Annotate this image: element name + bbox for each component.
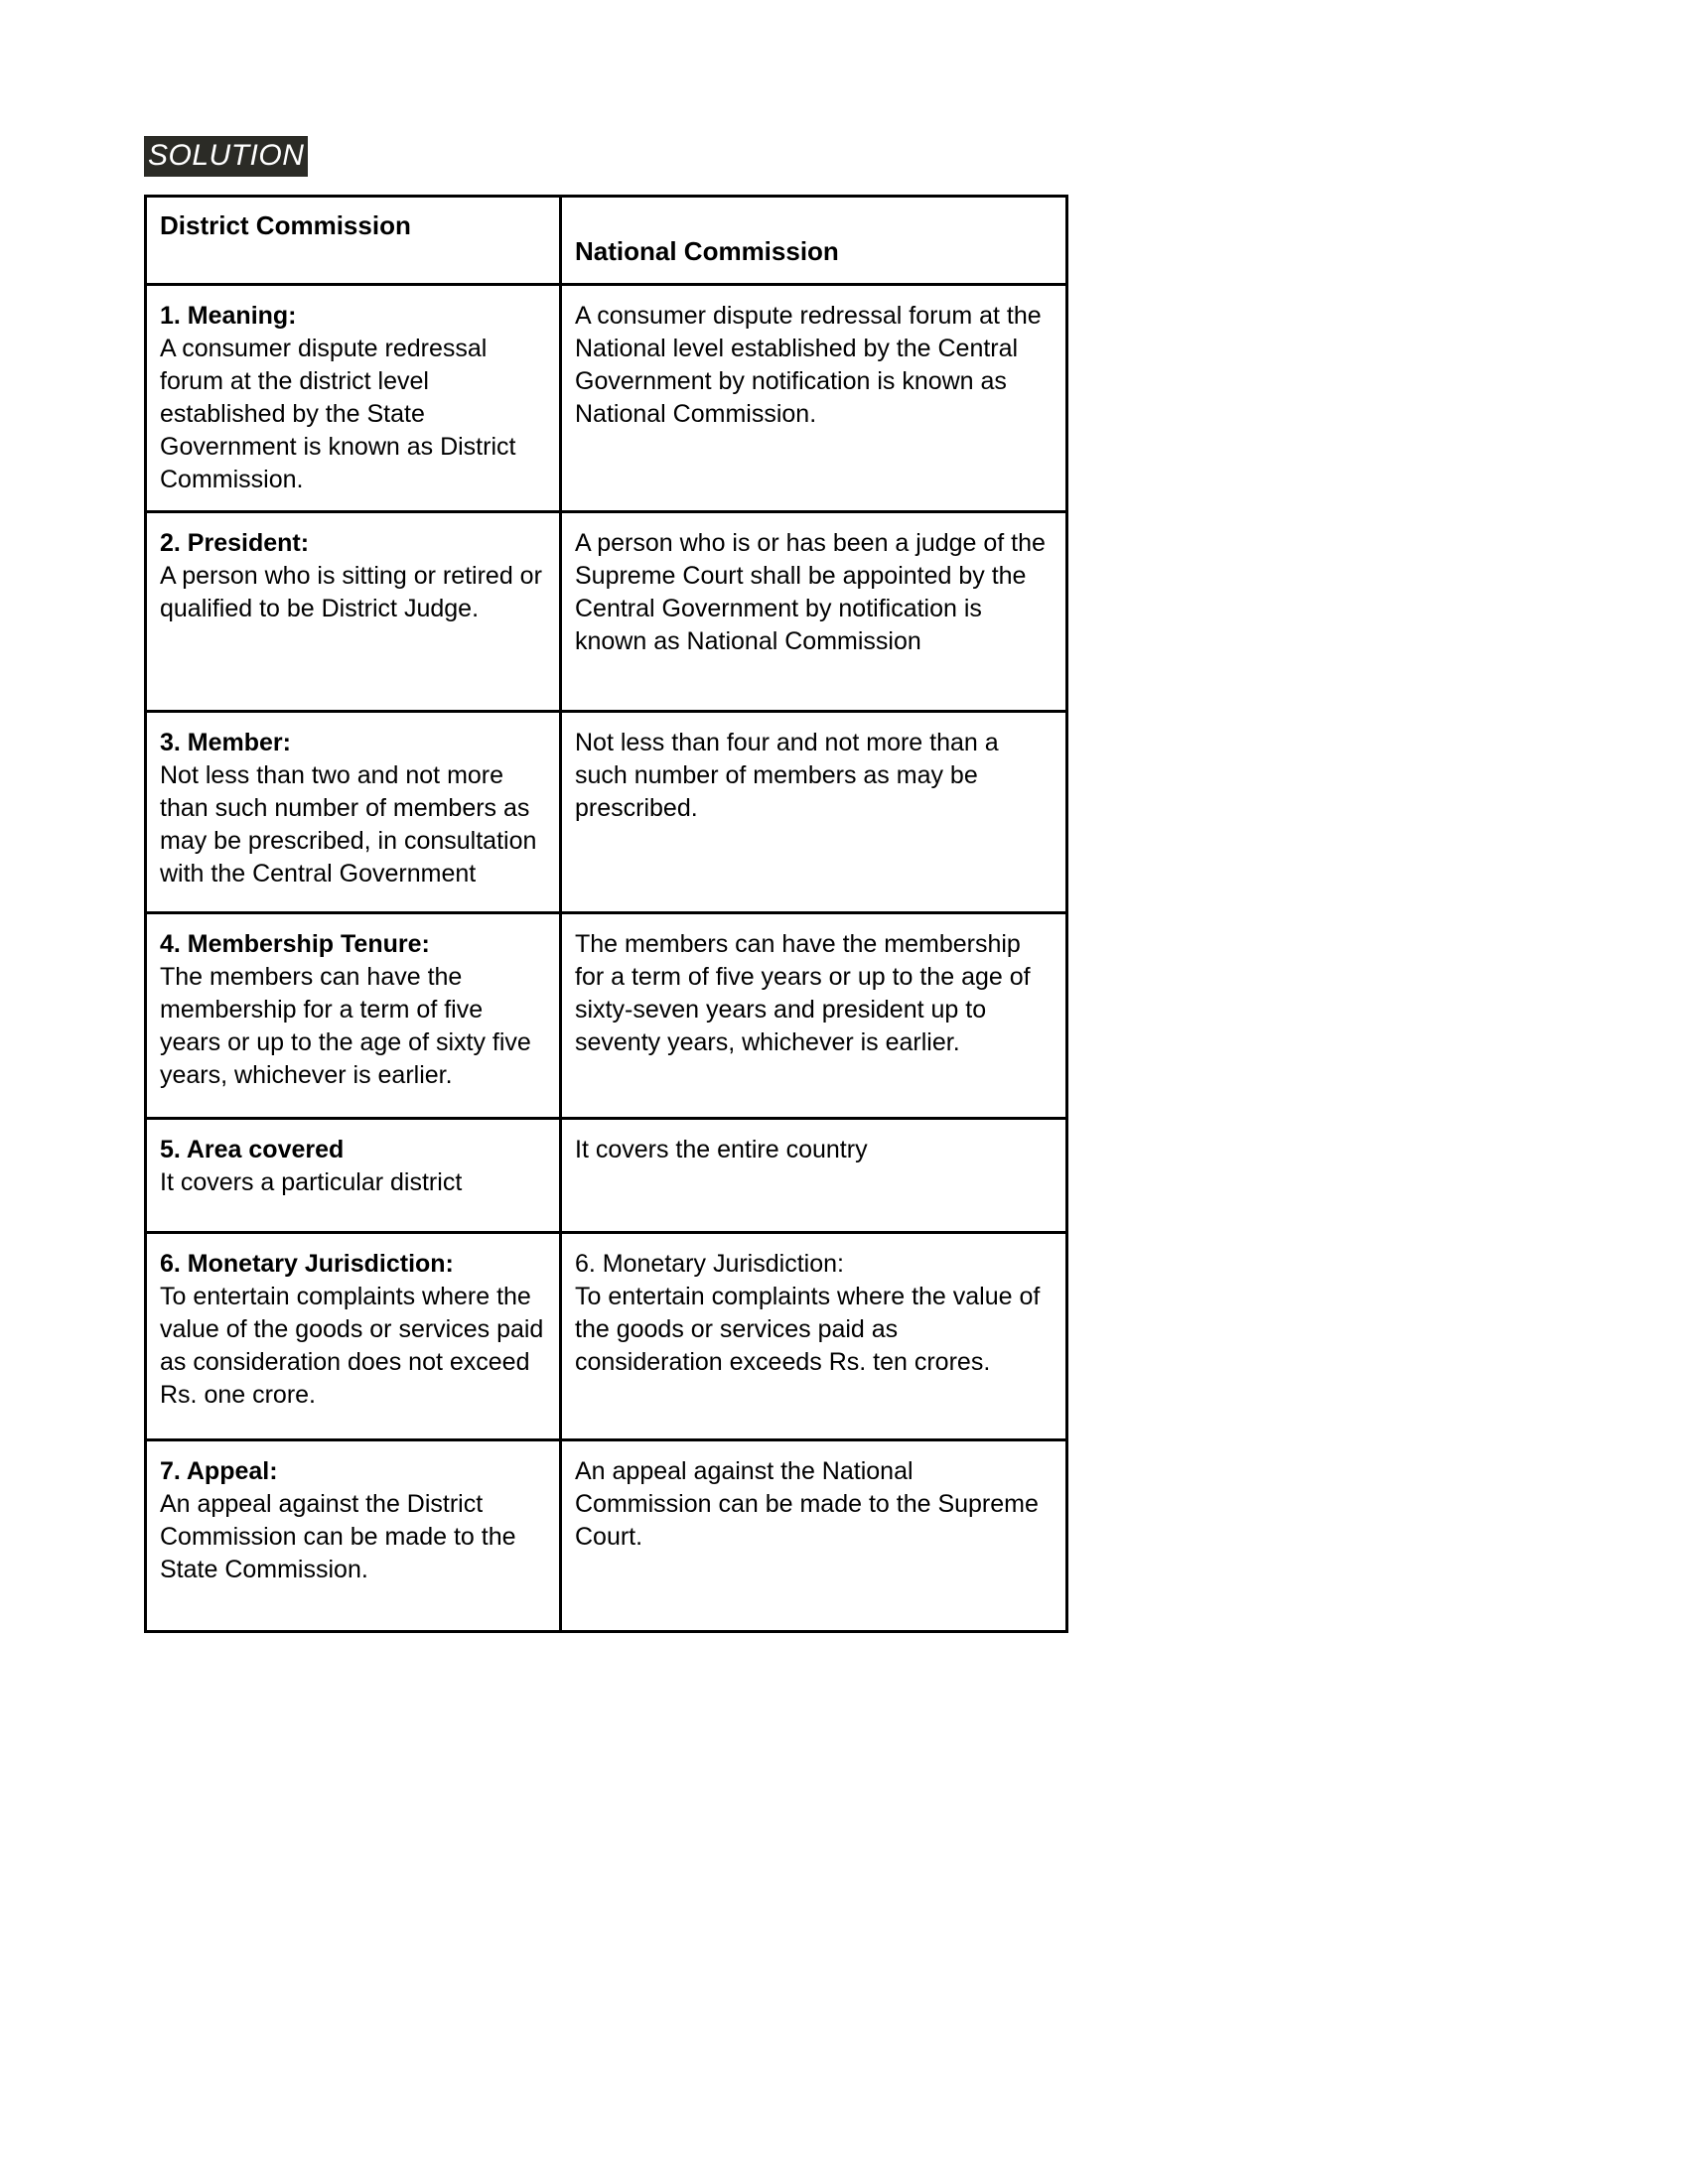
row-text-district-member: Not less than two and not more than such number of members as may be prescribed, in consultation with the Central Government [160,761,537,887]
row-text-district-area: It covers a particular district [160,1168,463,1196]
cell-district-area [146,1119,561,1233]
solution-heading-wrapper [144,136,308,177]
cell-national-member [561,712,1067,913]
row-text-district-monetary: To entertain complaints where the value of the goods or services paid as consideration does not exceed Rs. one crore. [160,1283,544,1409]
cell-national-appeal [561,1440,1067,1632]
row-text-national-meaning: A consumer dispute redressal forum at the National level established by the Central Government by notification is known as National Commission. [575,302,1042,428]
row-text-national-area: It covers the entire country [575,1136,868,1163]
row-label-appeal: 7. Appeal: [160,1457,278,1485]
table-row [146,1119,1067,1233]
table-row [146,1233,1067,1440]
row-label-member: 3. Member: [160,729,291,756]
table-row [146,1440,1067,1632]
row-text-national-tenure: The members can have the membership for a term of five years or up to the age of sixty-seven years and president up to seventy years, whichever is earlier. [575,930,1031,1056]
cell-national-monetary [561,1233,1067,1440]
cell-national-meaning [561,285,1067,512]
cell-district-appeal [146,1440,561,1632]
row-text-national-president: A person who is or has been a judge of the Supreme Court shall be appointed by the Central Government by notification is known as National Commission [575,529,1046,655]
cell-district-tenure [146,913,561,1119]
row-text-district-president: A person who is sitting or retired or qualified to be District Judge. [160,562,542,622]
table-row [146,285,1067,512]
table-row [146,712,1067,913]
table-row [146,913,1067,1119]
row-label-president: 2. President: [160,529,310,557]
cell-district-president [146,512,561,712]
row-text-national-monetary: To entertain complaints where the value of the goods or services paid as consideration exceeds Rs. ten crores. [575,1283,1041,1376]
row-text-national-appeal: An appeal against the National Commission can be made to the Supreme Court. [575,1457,1039,1551]
column-header-district-commission: District Commission [160,210,411,240]
header-cell-national [561,197,1067,285]
row-label-area-covered: 5. Area covered [160,1136,345,1163]
header-cell-district [146,197,561,285]
row-label-membership-tenure: 4. Membership Tenure: [160,930,430,958]
row-text-district-tenure: The members can have the membership for a term of five years or up to the age of sixty five years, whichever is earlier. [160,963,531,1089]
solution-heading: SOLUTION [144,136,308,177]
cell-national-president [561,512,1067,712]
row-label-national-monetary-jurisdiction: 6. Monetary Jurisdiction: [575,1250,844,1278]
row-text-district-appeal: An appeal against the District Commission can be made to the State Commission. [160,1490,516,1583]
column-header-national-commission: National Commission [575,236,839,266]
row-label-meaning: 1. Meaning: [160,302,297,330]
row-text-district-meaning: A consumer dispute redressal forum at the district level established by the State Government is known as District Commission. [160,335,516,493]
cell-district-meaning [146,285,561,512]
commission-comparison-table [144,195,1068,1633]
cell-district-monetary [146,1233,561,1440]
cell-district-member [146,712,561,913]
row-text-national-member: Not less than four and not more than a such number of members as may be prescribed. [575,729,999,822]
row-label-monetary-jurisdiction: 6. Monetary Jurisdiction: [160,1250,454,1278]
cell-national-area [561,1119,1067,1233]
table-row [146,512,1067,712]
table-header-row [146,197,1067,285]
cell-national-tenure [561,913,1067,1119]
